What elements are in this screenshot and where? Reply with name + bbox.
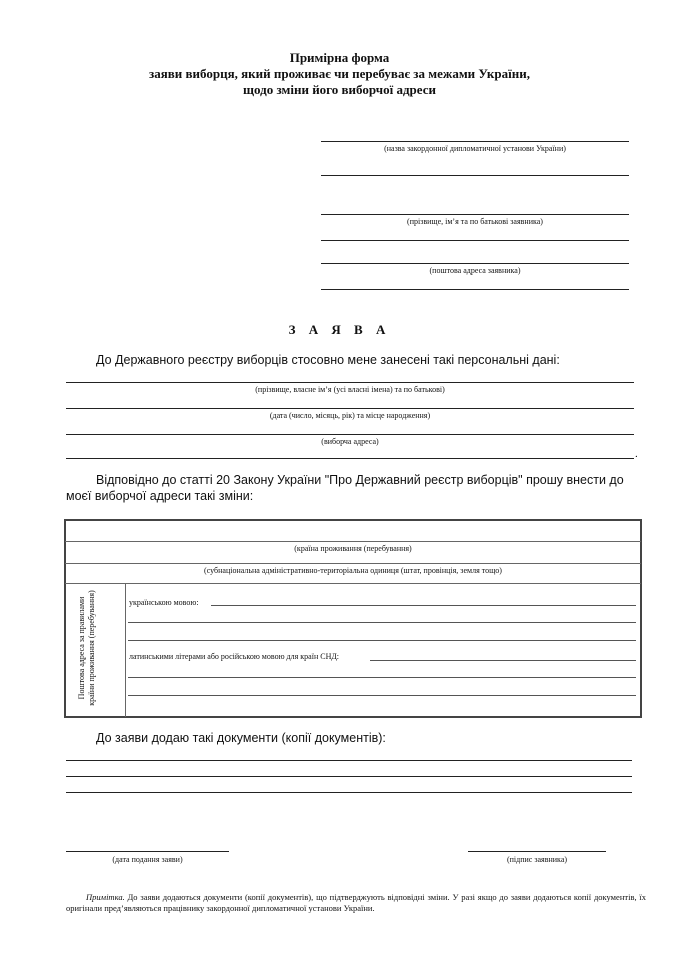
table-row-divider bbox=[65, 563, 641, 564]
address-caption: (виборча адреса) bbox=[321, 437, 379, 446]
name-line[interactable] bbox=[66, 382, 634, 383]
change-request-line2: моєї виборчої адреси такі зміни: bbox=[66, 489, 254, 503]
latin-line-2[interactable] bbox=[128, 677, 636, 678]
documents-line-1[interactable] bbox=[66, 760, 632, 761]
birth-line[interactable] bbox=[66, 408, 634, 409]
address-line-2[interactable] bbox=[66, 458, 634, 459]
ukrainian-line-3[interactable] bbox=[128, 640, 636, 641]
country-caption: (країна проживання (перебування) bbox=[294, 544, 412, 553]
subnational-caption: (субнаціональна адміністративно-територіальна одиниця (штат, провінція, земля тощо) bbox=[204, 566, 502, 575]
ukrainian-line-2[interactable] bbox=[128, 622, 636, 623]
postal-address-line-2[interactable] bbox=[321, 289, 629, 290]
form-title-line3: щодо зміни його виборчої адреси bbox=[243, 82, 436, 97]
documents-line-3[interactable] bbox=[66, 792, 632, 793]
end-dot: . bbox=[635, 448, 638, 460]
footnote-label: Примітка. bbox=[86, 892, 125, 902]
latin-label: латинськими літерами або російською мовою для країн СНД: bbox=[129, 652, 340, 661]
address-line[interactable] bbox=[66, 434, 634, 435]
documents-line-2[interactable] bbox=[66, 776, 632, 777]
latin-line-3[interactable] bbox=[128, 695, 636, 696]
footnote-text: До заяви додаються документи (копії документів), що підтверджують відповідні зміни. У разі якщо до заяви додаються копії документів, їх оригінали пред’являються працівнику закордонної дипломатичної установи України. bbox=[66, 892, 646, 913]
institution-caption: (назва закордонної дипломатичної установи України) bbox=[384, 144, 566, 153]
applicant-name-line[interactable] bbox=[321, 214, 629, 215]
document-heading: З А Я В А bbox=[288, 322, 391, 337]
form-title-line1: Примірна форма bbox=[289, 50, 390, 65]
form-title-line2: заяви виборця, який проживає чи перебуває за межами України, bbox=[149, 66, 530, 81]
postal-address-line[interactable] bbox=[321, 263, 629, 264]
date-caption: (дата подання заяви) bbox=[112, 855, 183, 864]
personal-data-intro: До Державного реєстру виборців стосовно мене занесені такі персональні дані: bbox=[96, 353, 560, 367]
footnote bbox=[66, 892, 646, 914]
postal-address-caption: (поштова адреса заявника) bbox=[429, 266, 521, 275]
applicant-name-line-2[interactable] bbox=[321, 240, 629, 241]
ukrainian-line[interactable] bbox=[211, 605, 636, 606]
table-column-divider bbox=[125, 583, 126, 717]
signature-line[interactable] bbox=[468, 851, 606, 852]
signature-caption: (підпис заявника) bbox=[506, 855, 568, 864]
institution-line[interactable] bbox=[321, 141, 629, 142]
applicant-name-caption: (прізвище, ім’я та по батькові заявника) bbox=[407, 217, 543, 226]
documents-intro: До заяви додаю такі документи (копії документів): bbox=[96, 731, 386, 745]
side-label: Поштова адреса за правилами країни проживання (перебування) bbox=[77, 590, 96, 706]
institution-line-2[interactable] bbox=[321, 175, 629, 176]
table-row-divider bbox=[65, 541, 641, 542]
change-request-line1: Відповідно до статті 20 Закону України "Про Державний реєстр виборців" прошу внести до bbox=[96, 473, 624, 487]
name-caption: (прізвище, власне ім’я (усі власні імена) та по батькові) bbox=[255, 385, 445, 394]
table-row-divider bbox=[65, 583, 641, 584]
birth-caption: (дата (число, місяць, рік) та місце народження) bbox=[269, 411, 431, 420]
ukrainian-label: українською мовою: bbox=[129, 598, 199, 607]
latin-line[interactable] bbox=[370, 660, 636, 661]
date-line[interactable] bbox=[66, 851, 229, 852]
